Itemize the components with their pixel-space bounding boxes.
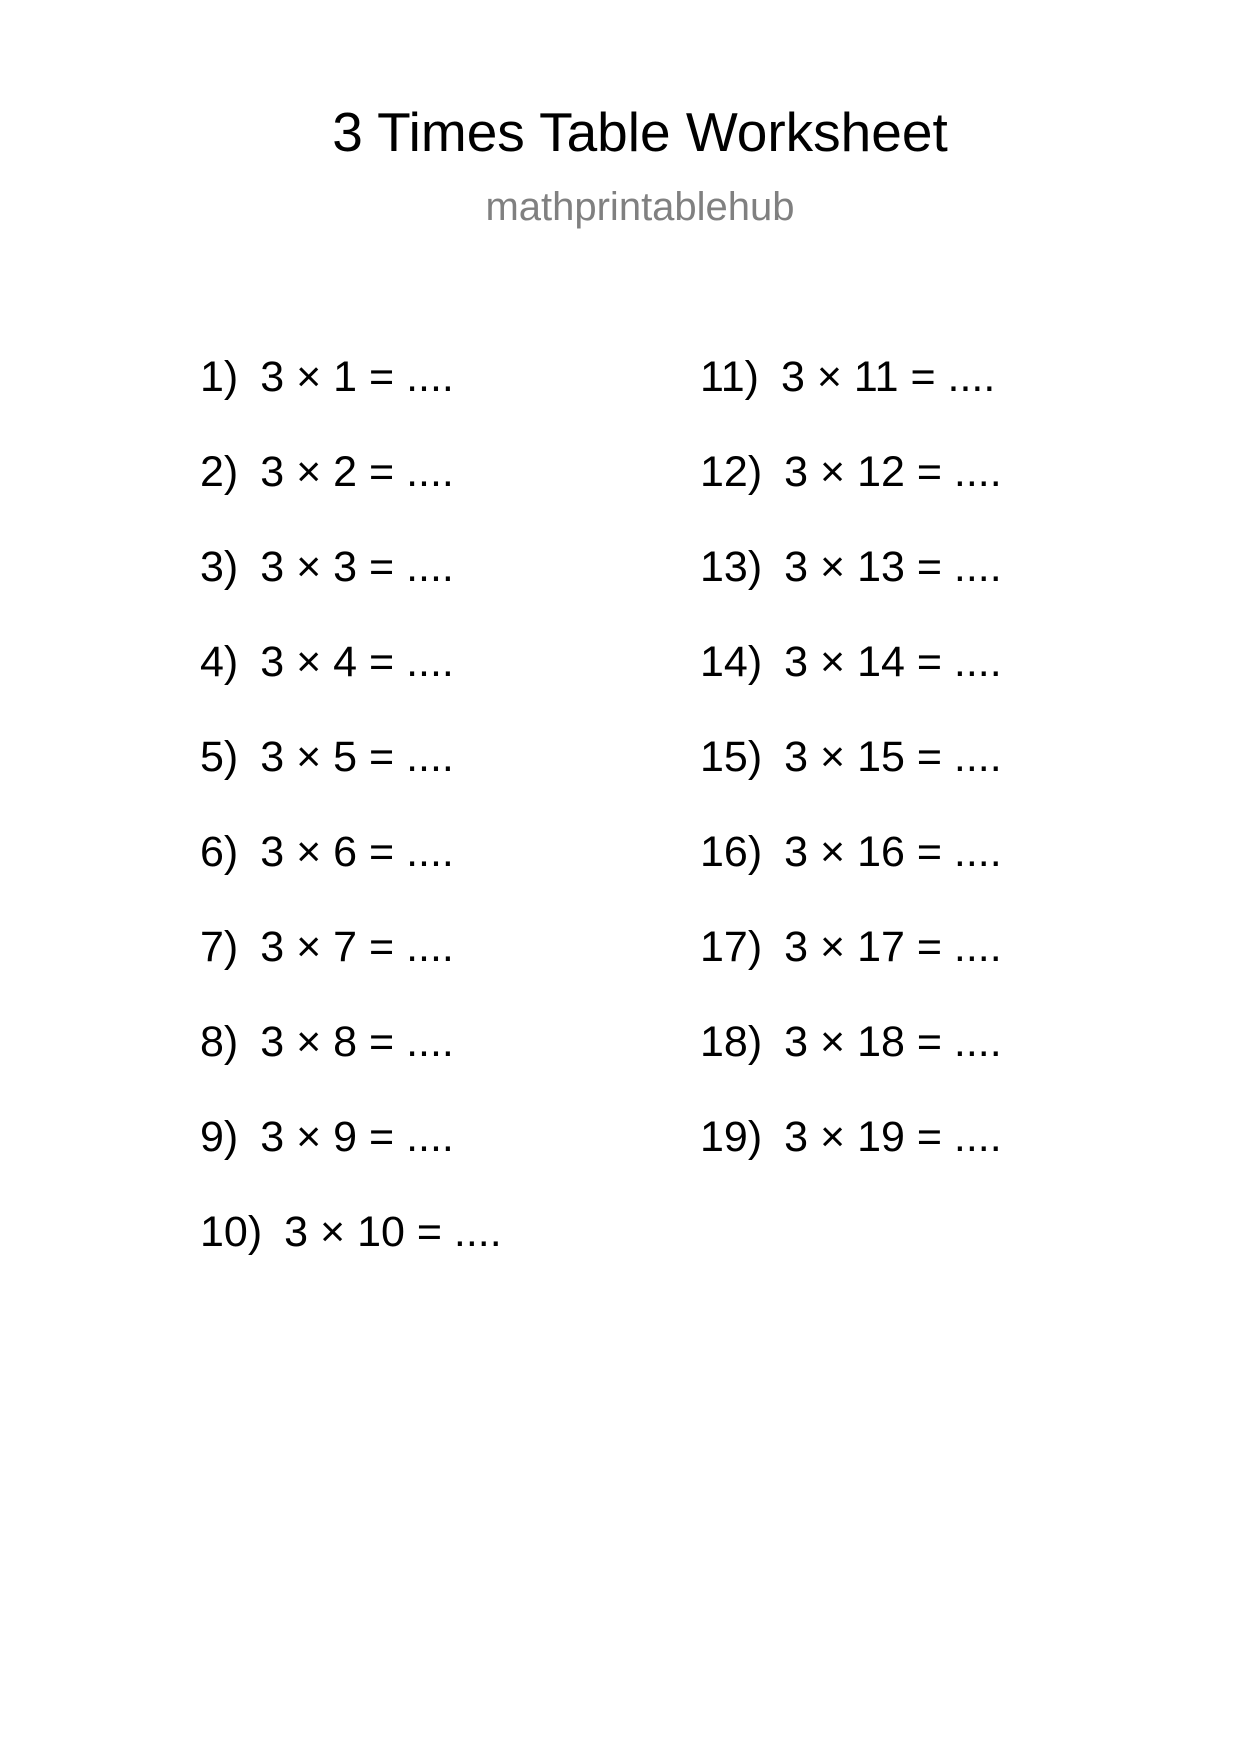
problem-item bbox=[200, 1110, 502, 1205]
problem-item bbox=[700, 730, 1002, 825]
problem-expression: 3 × 8 = .... bbox=[260, 1018, 454, 1066]
problem-number: 6) bbox=[200, 828, 239, 876]
problem-item bbox=[700, 1110, 1002, 1205]
problem-expression: 3 × 1 = .... bbox=[260, 353, 454, 401]
problem-expression: 3 × 17 = .... bbox=[784, 923, 1002, 971]
problem-item bbox=[700, 350, 1002, 445]
problem-number: 9) bbox=[200, 1113, 239, 1161]
problem-expression: 3 × 15 = .... bbox=[784, 733, 1002, 781]
problem-expression: 3 × 10 = .... bbox=[284, 1208, 502, 1256]
problem-number: 12) bbox=[700, 448, 763, 496]
problem-expression: 3 × 16 = .... bbox=[784, 828, 1002, 876]
problem-item bbox=[700, 920, 1002, 1015]
problem-item bbox=[200, 730, 502, 825]
problem-number: 4) bbox=[200, 638, 239, 686]
problem-item bbox=[200, 920, 502, 1015]
problem-expression: 3 × 18 = .... bbox=[784, 1018, 1002, 1066]
problem-number: 11) bbox=[700, 353, 759, 401]
page-title: 3 Times Table Worksheet bbox=[332, 101, 948, 163]
problem-item bbox=[200, 1015, 502, 1110]
problem-item bbox=[700, 445, 1002, 540]
problem-number: 17) bbox=[700, 923, 763, 971]
problem-item bbox=[200, 635, 502, 730]
problem-item bbox=[200, 825, 502, 920]
problem-number: 2) bbox=[200, 448, 239, 496]
problem-number: 15) bbox=[700, 733, 763, 781]
problem-number: 1) bbox=[200, 353, 239, 401]
problem-number: 16) bbox=[700, 828, 763, 876]
problem-expression: 3 × 2 = .... bbox=[260, 448, 454, 496]
problem-item bbox=[200, 445, 502, 540]
problem-expression: 3 × 7 = .... bbox=[260, 923, 454, 971]
page-subtitle: mathprintablehub bbox=[485, 185, 795, 229]
problem-number: 7) bbox=[200, 923, 239, 971]
problem-item bbox=[700, 635, 1002, 730]
problem-number: 10) bbox=[200, 1208, 263, 1256]
problem-item bbox=[700, 825, 1002, 920]
problem-expression: 3 × 6 = .... bbox=[260, 828, 454, 876]
problem-number: 8) bbox=[200, 1018, 239, 1066]
problem-column-left bbox=[200, 350, 502, 1300]
problem-expression: 3 × 19 = .... bbox=[784, 1113, 1002, 1161]
problem-number: 13) bbox=[700, 543, 763, 591]
problem-item bbox=[200, 1205, 502, 1300]
problem-item bbox=[700, 1015, 1002, 1110]
problem-expression: 3 × 14 = .... bbox=[784, 638, 1002, 686]
problem-number: 18) bbox=[700, 1018, 763, 1066]
problem-item bbox=[200, 350, 502, 445]
problem-expression: 3 × 11 = .... bbox=[780, 353, 996, 401]
problem-item bbox=[200, 540, 502, 635]
problem-column-right bbox=[700, 350, 1002, 1205]
problem-number: 5) bbox=[200, 733, 239, 781]
problem-number: 3) bbox=[200, 543, 239, 591]
problem-expression: 3 × 4 = .... bbox=[260, 638, 454, 686]
problem-expression: 3 × 3 = .... bbox=[260, 543, 454, 591]
problem-expression: 3 × 12 = .... bbox=[784, 448, 1002, 496]
problem-number: 19) bbox=[700, 1113, 763, 1161]
problem-expression: 3 × 9 = .... bbox=[260, 1113, 454, 1161]
problem-number: 14) bbox=[700, 638, 763, 686]
problem-expression: 3 × 13 = .... bbox=[784, 543, 1002, 591]
problem-item bbox=[700, 540, 1002, 635]
problem-expression: 3 × 5 = .... bbox=[260, 733, 454, 781]
